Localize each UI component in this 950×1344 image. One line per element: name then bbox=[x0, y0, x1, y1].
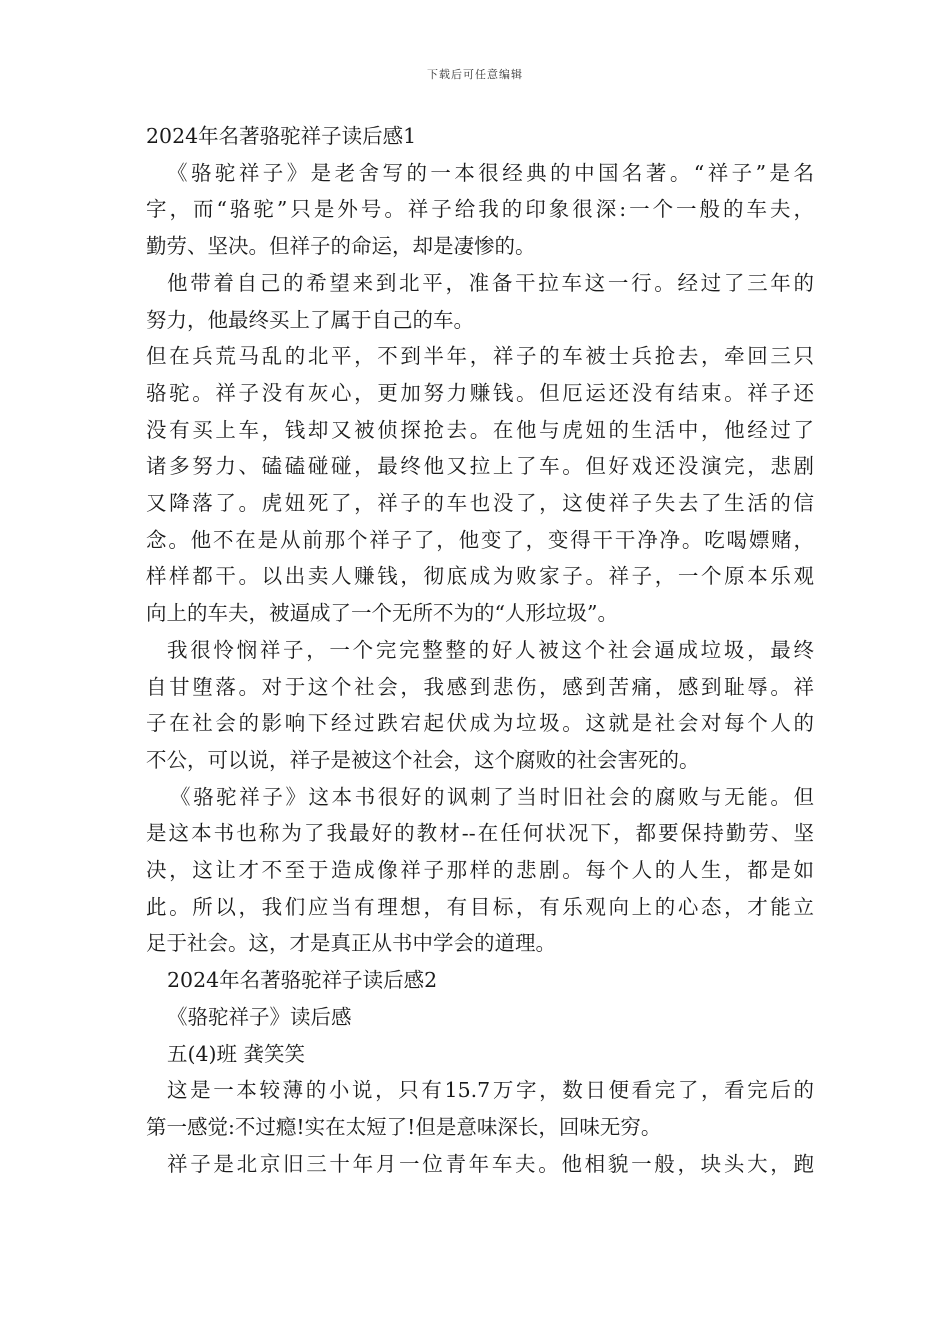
page-header: 下载后可任意编辑 bbox=[427, 68, 523, 81]
text-line: 此。所以，我们应当有理想，有目标，有乐观向上的心态，才能立 bbox=[146, 894, 814, 919]
section-title: 2024年名著骆驼祥子读后感1 bbox=[146, 124, 417, 148]
text-line: 努力，他最终买上了属于自己的车。 bbox=[146, 307, 474, 332]
text-line: 向上的车夫，被逼成了一个无所不为的“人形垃圾”。 bbox=[146, 601, 618, 626]
author-line: 五(4)班 龚笑笑 bbox=[167, 1041, 306, 1066]
text-line: 第一感觉:不过瘾!实在太短了!但是意味深长，回味无穷。 bbox=[146, 1114, 662, 1139]
text-line: 但在兵荒马乱的北平，不到半年，祥子的车被士兵抢去，牵回三只 bbox=[146, 344, 814, 369]
text-line: 骆驼。祥子没有灰心，更加努力赚钱。但厄运还没有结束。祥子还 bbox=[146, 380, 814, 405]
document-body bbox=[146, 118, 814, 1182]
text-line: 祥子是北京旧三十年月一位青年车夫。他相貌一般，块头大，跑 bbox=[167, 1151, 814, 1176]
text-line: 《骆驼祥子》这本书很好的讽刺了当时旧社会的腐败与无能。但 bbox=[170, 784, 814, 809]
text-line: 不公，可以说，祥子是被这个社会，这个腐败的社会害死的。 bbox=[146, 747, 700, 772]
text-line: 样样都干。以出卖人赚钱，彻底成为败家子。祥子，一个原本乐观 bbox=[146, 564, 814, 589]
text-line: 他带着自己的希望来到北平，准备干拉车这一行。经过了三年的 bbox=[167, 270, 814, 295]
text-line: 足于社会。这，才是真正从书中学会的道理。 bbox=[146, 931, 556, 956]
text-line: 《骆驼祥子》是老舍写的一本很经典的中国名著。“祥子”是名 bbox=[167, 160, 814, 185]
text-line: 自甘堕落。对于这个社会，我感到悲伤，感到苦痛，感到耻辱。祥 bbox=[146, 674, 814, 699]
text-line: 没有买上车，钱却又被侦探抢去。在他与虎妞的生活中，他经过了 bbox=[146, 417, 814, 442]
text-line: 又降落了。虎妞死了，祥子的车也没了，这使祥子失去了生活的信 bbox=[146, 491, 814, 516]
section-title: 2024年名著骆驼祥子读后感2 bbox=[167, 968, 438, 993]
text-line: 诸多努力、磕磕碰碰，最终他又拉上了车。但好戏还没演完，悲剧 bbox=[146, 454, 814, 479]
text-line: 子在社会的影响下经过跌宕起伏成为垃圾。这就是社会对每个人的 bbox=[146, 711, 814, 736]
text-line: 念。他不在是从前那个祥子了，他变了，变得干干净净。吃喝嫖赌， bbox=[146, 527, 814, 552]
text-line: 这是一本较薄的小说，只有15.7万字，数日便看完了，看完后的 bbox=[167, 1078, 814, 1103]
text-line: 是这本书也称为了我最好的教材--在任何状况下，都要保持勤劳、坚 bbox=[146, 821, 814, 846]
essay-title: 《骆驼祥子》读后感 bbox=[167, 1004, 352, 1029]
text-line: 我很怜悯祥子，一个完完整整的好人被这个社会逼成垃圾，最终 bbox=[167, 637, 814, 662]
text-line: 勤劳、坚决。但祥子的命运，却是凄惨的。 bbox=[146, 234, 536, 259]
text-line: 字，而“骆驼”只是外号。祥子给我的印象很深:一个一般的车夫， bbox=[146, 197, 814, 222]
text-line: 决，这让才不至于造成像祥子那样的悲剧。每个人的人生，都是如 bbox=[146, 858, 814, 883]
